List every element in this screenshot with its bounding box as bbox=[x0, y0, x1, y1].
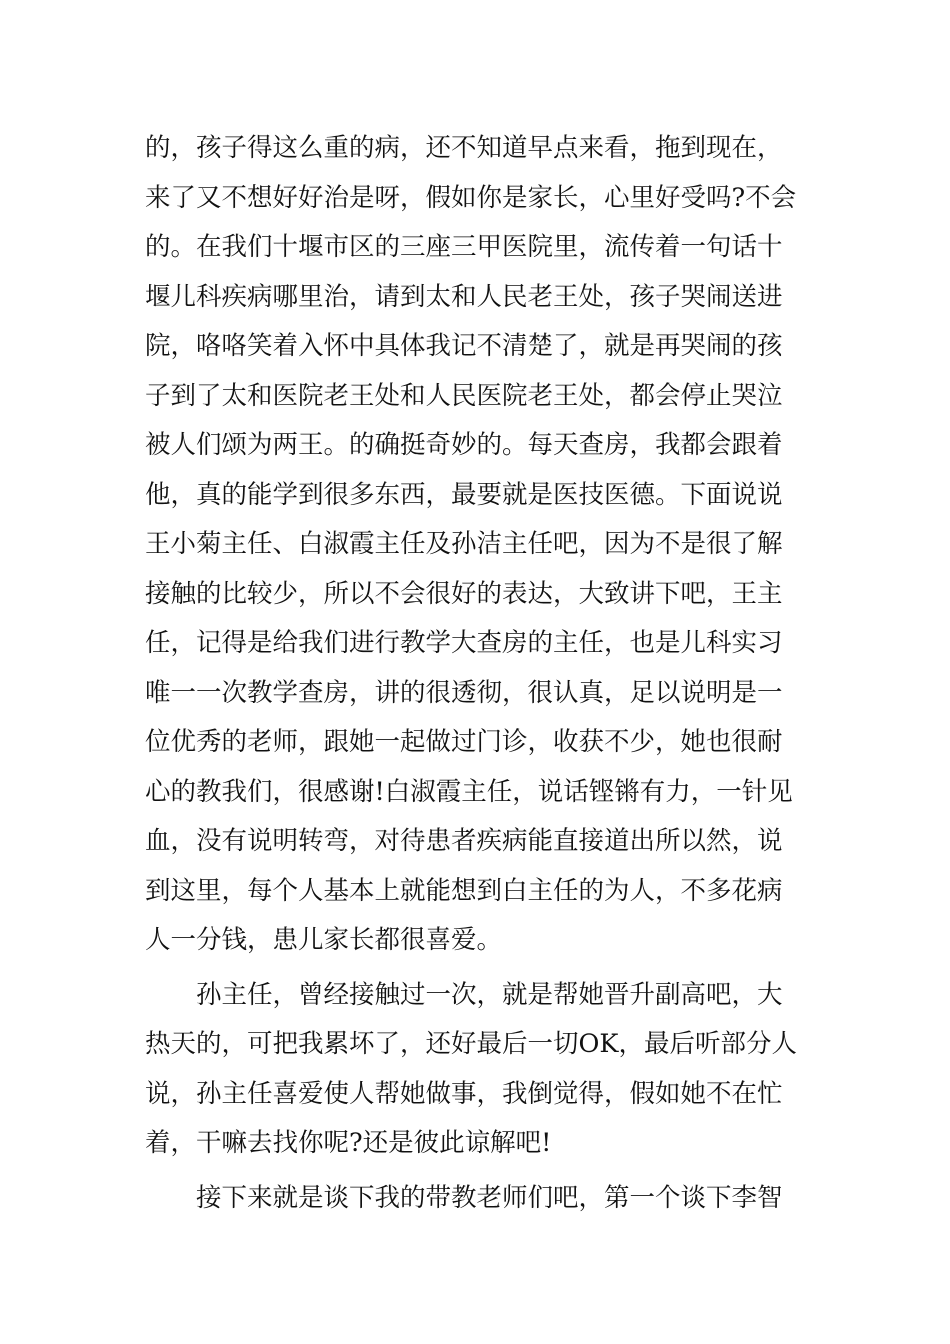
text-line: 子到了太和医院老王处和人民医院老王处，都会停止哭泣 bbox=[145, 380, 783, 411]
text-line: 王小菊主任、白淑霞主任及孙洁主任吧，因为不是很了解 bbox=[145, 529, 783, 559]
text-line: 的，孩子得这么重的病，还不知道早点来看，拖到现在， bbox=[145, 133, 783, 163]
text-line: 说，孙主任喜爱使人帮她做事，我倒觉得，假如她不在忙 bbox=[145, 1078, 783, 1109]
text-line: 任，记得是给我们进行教学大查房的主任，也是儿科实习 bbox=[145, 628, 783, 658]
text-line: 院，咯咯笑着入怀中具体我记不清楚了，就是再哭闹的孩 bbox=[145, 331, 783, 361]
text-line: 的。在我们十堰市区的三座三甲医院里，流传着一句话十 bbox=[145, 232, 783, 262]
text-line: 唯一一次教学查房，讲的很透彻，很认真，足以说明是一 bbox=[145, 677, 783, 708]
text-line: 热天的，可把我累坏了，还好最后一切OK，最后听部分人 bbox=[145, 1029, 797, 1059]
text-line: 位优秀的老师，跟她一起做过门诊，收获不少，她也很耐 bbox=[145, 727, 783, 757]
text-line: 接触的比较少，所以不会很好的表达，大致讲下吧，王主 bbox=[145, 578, 783, 609]
text-line: 心的教我们，很感谢!白淑霞主任，说话铿锵有力，一针见 bbox=[145, 776, 793, 807]
text-line: 到这里，每个人基本上就能想到白主任的为人，不多花病 bbox=[145, 875, 783, 906]
text-line: 人一分钱，患儿家长都很喜爱。 bbox=[145, 925, 503, 955]
body-text bbox=[145, 124, 807, 1223]
text-line: 血，没有说明转弯，对待患者疾病能直接道出所以然，说 bbox=[145, 826, 783, 856]
text-line: 孙主任，曾经接触过一次，就是帮她晋升副高吧，大 bbox=[145, 979, 783, 1010]
text-line: 来了又不想好好治是呀，假如你是家长，心里好受吗?不会 bbox=[145, 182, 797, 213]
text-line: 着，干嘛去找你呢?还是彼此谅解吧! bbox=[145, 1128, 552, 1158]
text-line: 被人们颂为两王。的确挺奇妙的。每天查房，我都会跟着 bbox=[145, 430, 783, 460]
text-line: 堰儿科疾病哪里治，请到太和人民老王处，孩子哭闹送进 bbox=[145, 281, 783, 312]
text-line: 他，真的能学到很多东西，最要就是医技医德。下面说说 bbox=[145, 479, 783, 510]
text-line: 接下来就是谈下我的带教老师们吧，第一个谈下李智 bbox=[145, 1182, 783, 1213]
